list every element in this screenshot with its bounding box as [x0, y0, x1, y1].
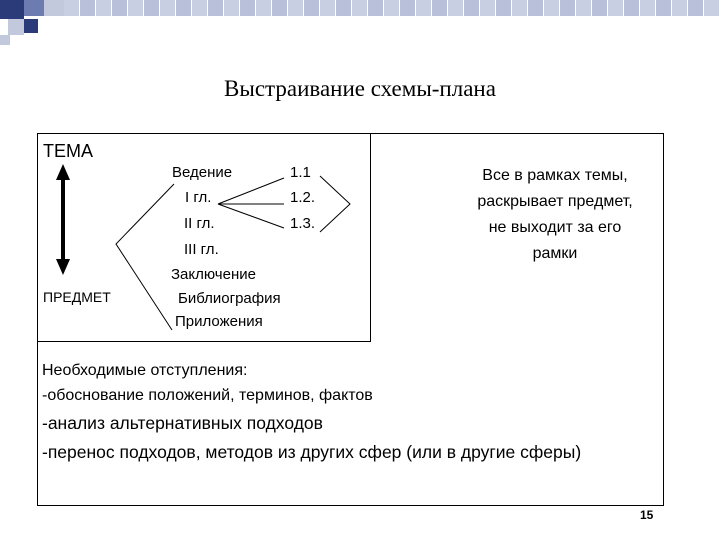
digression-item: -обоснование положений, терминов, фактов	[42, 387, 373, 404]
diagram-subitem: 1.3.	[290, 215, 316, 232]
arrow-head-up	[56, 164, 70, 180]
subject-label: ПРЕДМЕТ	[43, 289, 111, 305]
note-line: рамки	[532, 245, 578, 262]
page-number: 15	[640, 508, 654, 522]
note-line: раскрывает предмет,	[477, 193, 633, 210]
note-line: Все в рамках темы,	[482, 167, 628, 184]
diagram-item: II гл.	[184, 215, 215, 232]
topic-label: ТЕМА	[43, 141, 94, 161]
digression-item: -перенос подходов, методов из других сфер (или в другие сферы)	[42, 442, 582, 462]
chapter-bracket	[116, 184, 174, 330]
diagram-note	[440, 163, 670, 267]
subitem-link	[218, 178, 284, 204]
digression-item: -анализ альтернативных подходов	[42, 413, 323, 433]
diagram-item: Библиография	[178, 290, 281, 307]
diagram-item: Заключение	[171, 266, 256, 283]
diagram-item: Ведение	[172, 164, 233, 181]
subitem-bracket	[320, 176, 350, 232]
diagram-item: Приложения	[175, 313, 263, 330]
slide-title: Выстраивание схемы-плана	[224, 76, 496, 101]
digressions-heading: Необходимые отступления:	[42, 362, 248, 379]
note-line: не выходит за его	[488, 219, 622, 236]
diagram-item: III гл.	[184, 241, 219, 258]
arrow-head-down	[56, 259, 70, 275]
diagram-subitem: 1.2.	[290, 189, 316, 206]
subitem-link	[218, 204, 284, 228]
diagram-item: I гл.	[185, 189, 212, 206]
diagram-subitem: 1.1	[290, 164, 311, 181]
